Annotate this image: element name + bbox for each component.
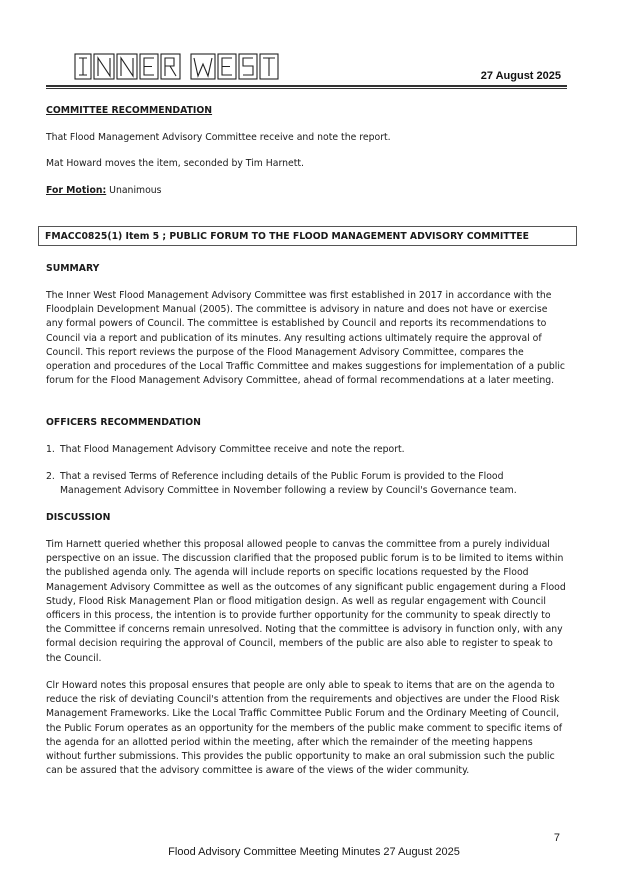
discussion-paragraph-1: Tim Harnett queried whether this proposal allowed people to canvas the committee from a purely individual perspective on an issue. The discussion clarified that the proposed public forum is to be limited to items within the published agenda only. The agenda will include reports on specific locations requested by the Flood Management Advisory Committee as well as the outcomes of any significant public engagement during a Flood Study, Flood Risk Management Plan or flood mitigation design. As well as regular engagement with Council officers in this process, the intention is to provide further opportunity for the community to speak directly to the Committee if concerns remain unresolved. Noting that the committee is advisory in function only, with any formal decision requiring the approval of Council, members of the public are also able to register to speak to the Council. [46, 539, 566, 664]
header-date: 27 August 2025 [480, 70, 561, 82]
committee-recommendation-heading: COMMITTEE RECOMMENDATION [46, 105, 213, 116]
discussion-heading: DISCUSSION [46, 512, 111, 523]
for-motion-label: For Motion: [46, 185, 107, 196]
discussion-paragraph-2: Clr Howard notes this proposal ensures that people are only able to speak to items that are on the agenda to reduce the risk of deviating Council's attention from the requirements and objectives are under the Flood Risk Management Frameworks. Like the Local Traffic Committee Public Forum and the Ordinary Meeting of Council, the Public Forum operates as an opportunity for the members of the public make comment to specific items of the agenda for an allotted period within the meeting, after which the remainder of the meeting happens without further submissions. This provides the public opportunity to make an oral submission such the public can be assured that the advisory committee is aware of the views of the wider community. [46, 680, 563, 777]
mover-text: Mat Howard moves the item, seconded by Tim Harnett. [46, 158, 304, 169]
footer-text: Flood Advisory Committee Meeting Minutes 27 August 2025 [168, 846, 460, 858]
summary-heading: SUMMARY [46, 263, 100, 274]
officers-recommendation-heading: OFFICERS RECOMMENDATION [46, 417, 201, 428]
header-rule [46, 85, 567, 87]
for-motion-value: Unanimous [109, 185, 162, 196]
page-number: 7 [553, 832, 560, 844]
summary-text: The Inner West Flood Management Advisory Committee was first established in 2017 in accordance with the Floodplain Development Manual (2005). The committee is advisory in nature and does not have or exercise any formal powers of Council. The committee is established by Council and reports its recommendations to Council via a report and publication of its minutes. Any resulting actions ultimately require the approval of Council. This report reviews the purpose of the Flood Management Advisory Committee, compares the operation and procedures of the Local Traffic Committee and makes suggestions for implementation of a public forum for the Flood Management Advisory Committee, ahead of formal recommendations at a later meeting. [46, 290, 566, 387]
for-motion [46, 184, 567, 198]
list-item-text: That a revised Terms of Reference including details of the Public Forum is provided to the Flood Management Advisory Committee in November following a review by Council's Governance team. [60, 471, 517, 497]
list-item-text: That Flood Management Advisory Committee receive and note the report. [60, 444, 405, 455]
list-item-number: 2. [46, 471, 55, 482]
committee-recommendation-text: That Flood Management Advisory Committee receive and note the report. [46, 132, 391, 143]
header-rule-thin [46, 88, 567, 89]
item-title-box: FMACC0825(1) Item 5 ; PUBLIC FORUM TO THE FLOOD MANAGEMENT ADVISORY COMMITTEE [38, 226, 577, 246]
inner-west-logo [74, 52, 279, 82]
list-item-number: 1. [46, 444, 55, 455]
